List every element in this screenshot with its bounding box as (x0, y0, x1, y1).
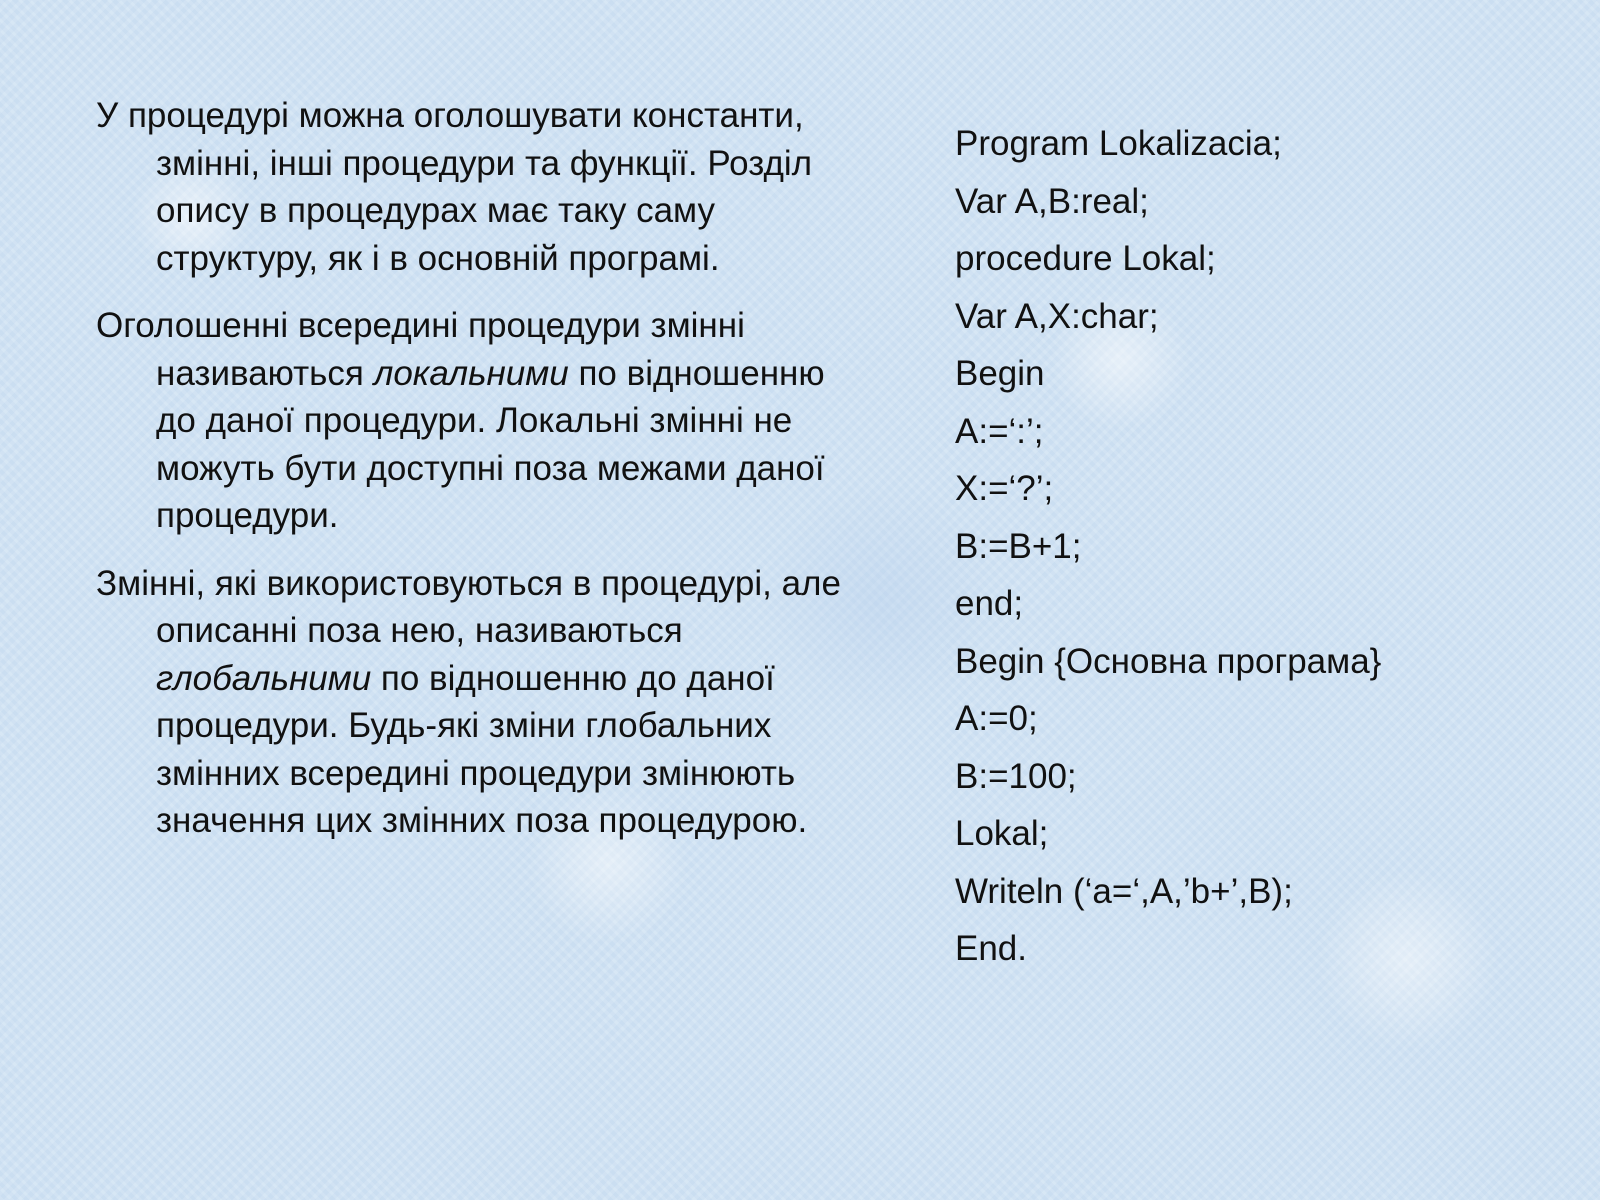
paragraph-declarations: У процедурі можна оголошувати константи, змінні, інші процедури та функції. Розділ опису в процедурах має таку саму структуру, як і в основній програмі. (96, 96, 813, 278)
code-listing (955, 115, 1555, 978)
code-line: A:=‘:’; (955, 411, 1044, 451)
paragraph-global-text-after: по відношенню до даної процедури. Будь-які зміни глобальних змінних всередині процедури змінюють значення цих змінних поза процедурою. (156, 658, 808, 840)
paragraph-global-text-before: Змінні, які використовуються в процедурі, але описанні поза нею, називаються (96, 563, 841, 650)
code-line: End. (955, 929, 1027, 968)
term-local: локальними (373, 353, 569, 393)
paragraph-global-variables (96, 560, 856, 845)
paragraph-local-text-before: Оголошенні всередині процедури змінні називаються (96, 306, 745, 393)
explanation-text (96, 92, 856, 865)
code-line: Var A,B:real; (955, 181, 1149, 221)
code-line: end; (955, 584, 1024, 623)
code-line: procedure Lokal; (955, 239, 1216, 278)
paragraph-local-text-after: по відношенню до даної процедури. Локальні змінні не можуть бути доступні поза межами даної процедури. (156, 353, 825, 535)
term-global: глобальними (156, 658, 372, 698)
code-line: Begin (955, 354, 1045, 393)
code-line: B:=100; (955, 756, 1077, 796)
code-line: X:=‘?’; (955, 469, 1054, 508)
code-line: Begin {Основна програма} (955, 641, 1382, 681)
code-line: Program Lokalizacia; (955, 124, 1282, 163)
code-line: B:=B+1; (955, 526, 1082, 566)
code-line: A:=0; (955, 699, 1038, 738)
paragraph-local-variables (96, 302, 856, 540)
code-line: Writeln (‘a=‘,A,’b+’,B); (955, 871, 1293, 911)
code-line: Lokal; (955, 814, 1049, 853)
code-line: Var A,X:char; (955, 296, 1159, 336)
